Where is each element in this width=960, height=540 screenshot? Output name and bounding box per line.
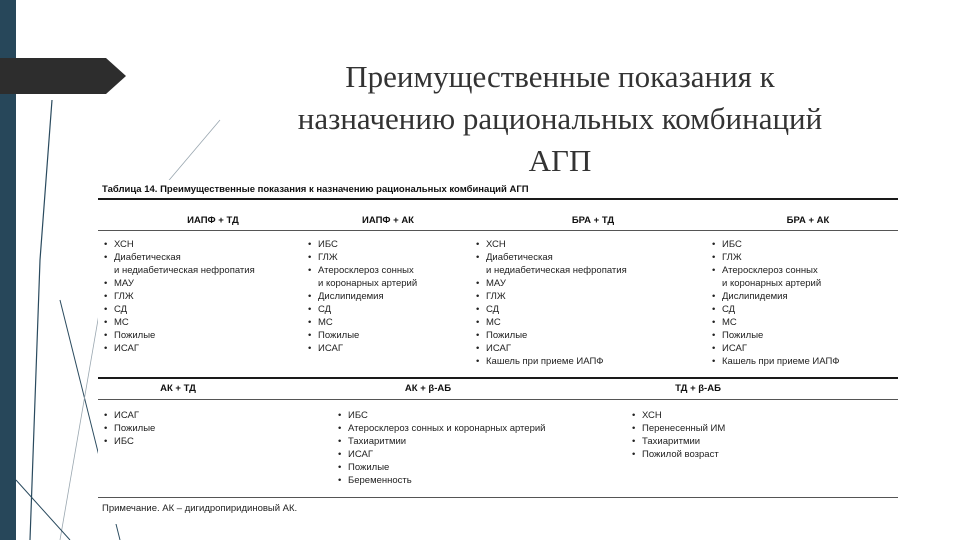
list-item: • Диабетическая [476,252,553,263]
bullet-icon: • [712,330,716,341]
title-line-3: АГП [528,143,592,178]
bullet-icon: • [308,291,312,302]
title-line-1: Преимущественные показания к [345,59,775,94]
bullet-icon: • [476,317,480,328]
list-item: • Беременность [338,475,412,486]
bullet-icon: • [712,239,716,250]
bullet-icon: • [104,436,108,447]
list-item: • ХСН [104,239,134,250]
header-iapf-td: ИАПФ + ТД [187,215,239,226]
list-bra-ak [712,238,840,368]
bullet-icon: • [308,330,312,341]
bullet-icon: • [476,356,480,367]
bullet-icon: • [104,343,108,354]
bullet-icon: • [476,278,480,289]
list-item: • СД [308,304,332,315]
list-item: и недиабетическая нефропатия [486,265,627,276]
list-item: • ИСАГ [476,343,511,354]
list-item: • Атеросклероз сонных [308,265,414,276]
list-item: • ИСАГ [338,449,373,460]
list-item: • Перенесенный ИМ [632,423,726,434]
table-note: Примечание. АК – дигидропиридиновый АК. [102,503,298,514]
list-item: • Дислипидемия [308,291,384,302]
list-item: • Пожилой возраст [632,449,719,460]
list-item: • ИБС [308,239,338,250]
bullet-icon: • [308,252,312,263]
bullet-icon: • [308,317,312,328]
header-bra-td: БРА + ТД [571,215,615,226]
rule [98,198,898,200]
bullet-icon: • [712,343,716,354]
rule [98,497,898,498]
bullet-icon: • [712,265,716,276]
bullet-icon: • [476,239,480,250]
bullet-icon: • [712,356,716,367]
bullet-icon: • [338,423,342,434]
bullet-icon: • [712,317,716,328]
list-item: • МС [712,317,737,328]
list-item: и коронарных артерий [318,278,418,289]
list-item: • МС [308,317,333,328]
list-item: • Пожилые [104,423,156,434]
list-item: • ИБС [712,239,742,250]
list-item: • Тахиаритмии [632,436,701,447]
bullet-icon: • [338,475,342,486]
bullet-icon: • [476,343,480,354]
list-item: • ГЛЖ [476,291,506,302]
list-item: • ИСАГ [104,410,139,421]
bullet-icon: • [104,239,108,250]
bullet-icon: • [338,436,342,447]
list-item: • ХСН [632,410,662,421]
bullet-icon: • [338,462,342,473]
list-item: • Атеросклероз сонных [712,265,818,276]
list-item: • Тахиаритмии [338,436,407,447]
bullet-icon: • [104,423,108,434]
header-iapf-ak: ИАПФ + АК [362,215,414,226]
rule [98,377,898,379]
slide-title [230,56,890,182]
list-item: и недиабетическая нефропатия [114,265,255,276]
header-bra-ak: БРА + АК [786,215,830,226]
list-item: • СД [476,304,500,315]
list-item: • ИСАГ [308,343,343,354]
list-bra-td [476,238,627,368]
bullet-icon: • [308,265,312,276]
list-item: • Дислипидемия [712,291,788,302]
list-ak-bab [338,409,546,487]
bullet-icon: • [476,330,480,341]
indications-table [98,180,898,524]
list-item: • ИСАГ [712,343,747,354]
list-iapf-ak [308,238,417,355]
bullet-icon: • [104,304,108,315]
list-item: • СД [104,304,128,315]
bullet-icon: • [104,291,108,302]
bullet-icon: • [308,304,312,315]
list-item: • Пожилые [308,330,360,341]
rule [98,399,898,400]
bullet-icon: • [338,449,342,460]
bullet-icon: • [338,410,342,421]
bullet-icon: • [104,330,108,341]
list-item: • СД [712,304,736,315]
list-item: • Диабетическая [104,252,181,263]
list-item: • Кашель при приеме ИАПФ [712,356,840,367]
list-item: • Пожилые [338,462,390,473]
bullet-icon: • [476,252,480,263]
list-item: • МС [104,317,129,328]
header-ak-bab: АК + β-АБ [404,383,452,394]
list-item: • Пожилые [476,330,528,341]
slide-marker-arrow [0,58,126,94]
list-item: • МАУ [104,278,134,289]
table-caption: Таблица 14. Преимущественные показания к назначению рациональных комбинаций АГП [102,184,529,195]
title-line-2: назначению рациональных комбинаций [297,101,823,136]
list-iapf-td [104,238,255,355]
bullet-icon: • [308,239,312,250]
list-item: • МС [476,317,501,328]
list-td-bab [632,409,725,461]
list-item: • ХСН [476,239,506,250]
rule [98,230,898,231]
header-ak-td: АК + ТД [160,383,196,394]
bullet-icon: • [632,410,636,421]
list-item: • ГЛЖ [712,252,742,263]
bullet-icon: • [104,410,108,421]
bullet-icon: • [712,291,716,302]
list-item: • ИСАГ [104,343,139,354]
list-item: • ГЛЖ [308,252,338,263]
bullet-icon: • [476,291,480,302]
list-item: • Пожилые [712,330,764,341]
bullet-icon: • [104,317,108,328]
bullet-icon: • [632,423,636,434]
bullet-icon: • [632,436,636,447]
list-item: • Кашель при приеме ИАПФ [476,356,604,367]
header-td-bab: ТД + β-АБ [675,383,721,394]
bullet-icon: • [712,304,716,315]
list-item: и коронарных артерий [722,278,822,289]
bullet-icon: • [104,252,108,263]
bullet-icon: • [632,449,636,460]
list-item: • МАУ [476,278,506,289]
bullet-icon: • [712,252,716,263]
list-ak-td [104,409,155,448]
bullet-icon: • [308,343,312,354]
list-item: • ИБС [338,410,368,421]
list-item: • Пожилые [104,330,156,341]
list-item: • ГЛЖ [104,291,134,302]
list-item: • ИБС [104,436,134,447]
bullet-icon: • [104,278,108,289]
bullet-icon: • [476,304,480,315]
list-item: • Атеросклероз сонных и коронарных артерий [338,423,546,434]
